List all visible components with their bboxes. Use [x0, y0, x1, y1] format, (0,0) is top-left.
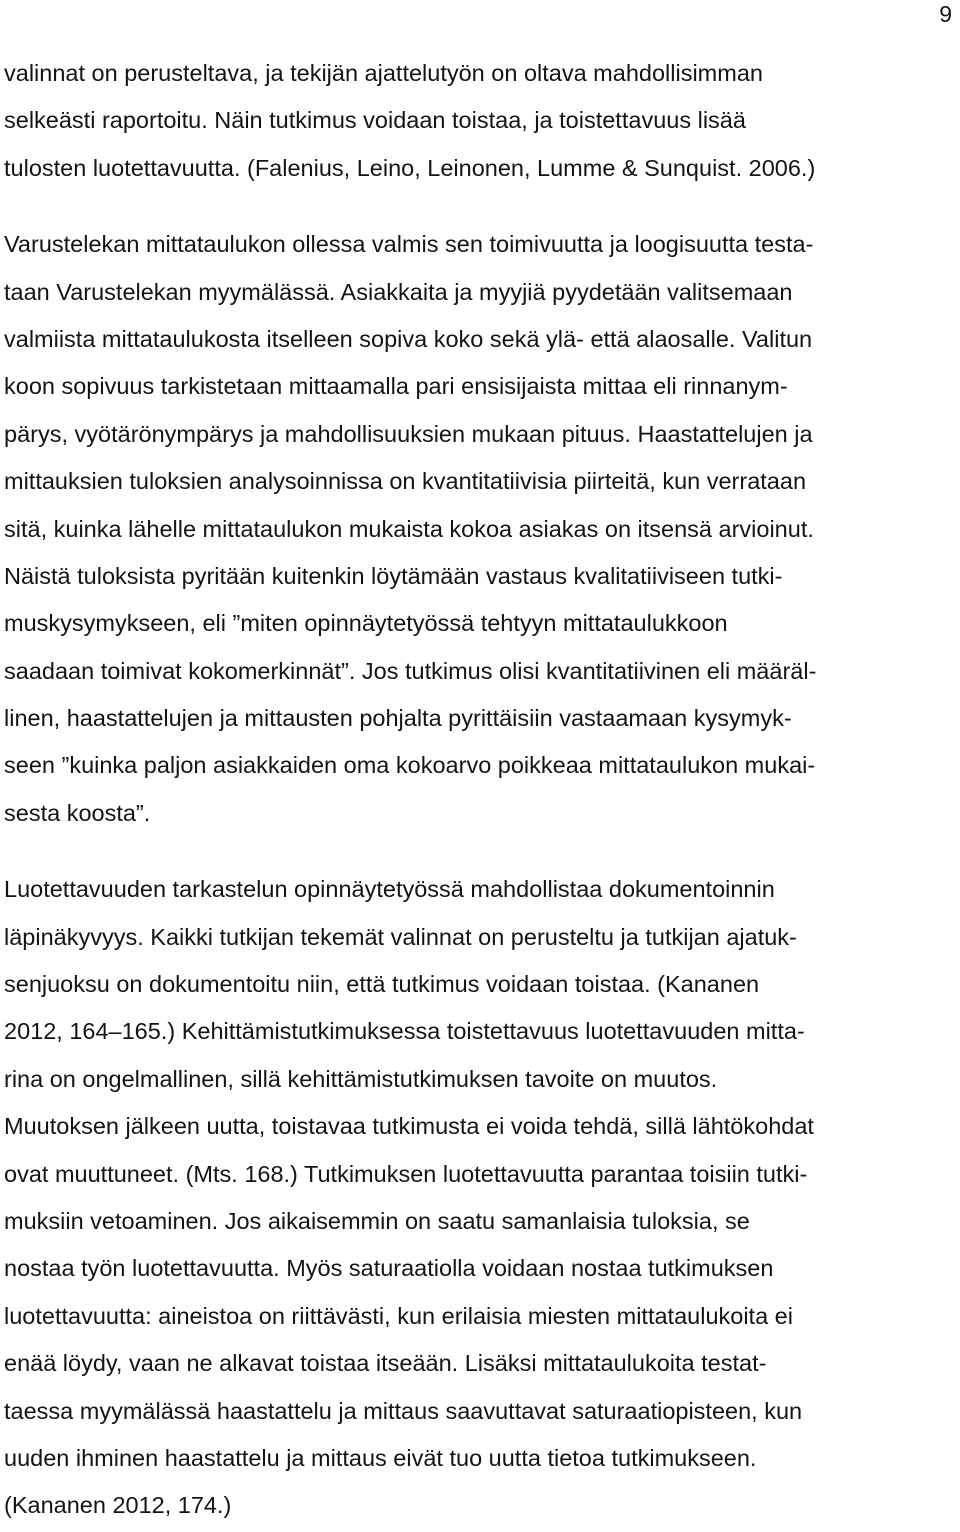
- text-line: sesta koosta”.: [4, 799, 151, 826]
- text-line: Näistä tuloksista pyritään kuitenkin löytämään vastaus kvalitatiiviseen tutki-: [4, 562, 783, 589]
- text-line: Luotettavuuden tarkastelun opinnäytetyössä mahdollistaa dokumentoinnin: [4, 876, 775, 903]
- text-line: senjuoksu on dokumentoitu niin, että tutkimus voidaan toistaa. (Kananen: [4, 971, 760, 998]
- page-number: 9: [939, 1, 952, 27]
- text-line: linen, haastattelujen ja mittausten pohjalta pyrittäisiin vastaamaan kysymyk-: [4, 705, 792, 732]
- text-line: Varustelekan mittataulukon ollessa valmis sen toimivuutta ja loogisuutta testa-: [4, 231, 814, 258]
- text-line: valinnat on perusteltava, ja tekijän ajattelutyön on oltava mahdollisimman: [4, 60, 763, 86]
- text-line: taessa myymälässä haastattelu ja mittaus saavuttavat saturaatiopisteen, kun: [4, 1397, 803, 1424]
- document-body: [4, 50, 954, 1530]
- text-line: uuden ihminen haastattelu ja mittaus eivät tuo uutta tietoa tutkimukseen.: [4, 1444, 757, 1471]
- text-line: nostaa työn luotettavuutta. Myös saturaatiolla voidaan nostaa tutkimuksen: [4, 1255, 774, 1282]
- text-line: muksiin vetoaminen. Jos aikaisemmin on saatu samanlaisia tuloksia, se: [4, 1207, 750, 1234]
- text-line: luotettavuutta: aineistoa on riittävästi, kun erilaisia miesten mittataulukoita ei: [4, 1302, 793, 1329]
- text-line: selkeästi raportoitu. Näin tutkimus voidaan toistaa, ja toistettavuus lisää: [4, 107, 746, 134]
- text-line: sitä, kuinka lähelle mittataulukon mukaista kokoa asiakas on itsensä arvioinut.: [4, 515, 814, 542]
- text-line: mittauksien tuloksien analysoinnissa on kvantitatiivisia piirteitä, kun verrataan: [4, 468, 807, 495]
- paragraph-gap: [4, 837, 954, 866]
- paragraph-2: [4, 221, 954, 837]
- text-line: valmiista mittataulukosta itselleen sopiva koko sekä ylä- että alaosalle. Valitun: [4, 325, 813, 352]
- text-line: läpinäkyvyys. Kaikki tutkijan tekemät valinnat on perusteltu ja tutkijan ajatuk-: [4, 923, 797, 950]
- text-line: koon sopivuus tarkistetaan mittaamalla pari ensisijaista mittaa eli rinnanym-: [4, 373, 788, 400]
- text-line: saadaan toimivat kokomerkinnät”. Jos tutkimus olisi kvantitatiivinen eli määräl-: [4, 657, 817, 684]
- paragraph-3: [4, 866, 954, 1529]
- text-line: enää löydy, vaan ne alkavat toistaa itseään. Lisäksi mittataulukoita testat-: [4, 1350, 767, 1377]
- text-line: ovat muuttuneet. (Mts. 168.) Tutkimuksen luotettavuutta parantaa toisiin tutki-: [4, 1160, 808, 1187]
- text-line: muskysymykseen, eli ”miten opinnäytetyössä tehtyyn mittataulukkoon: [4, 610, 728, 637]
- text-line: seen ”kuinka paljon asiakkaiden oma kokoarvo poikkeaa mittataulukon mukai-: [4, 752, 816, 779]
- text-line: Muutoksen jälkeen uutta, toistavaa tutkimusta ei voida tehdä, sillä lähtökohdat: [4, 1113, 814, 1140]
- paragraph-gap: [4, 192, 954, 221]
- paragraph-1: [4, 50, 954, 192]
- text-line: tulosten luotettavuutta. (Falenius, Leino, Leinonen, Lumme & Sunquist. 2006.): [4, 154, 816, 181]
- text-line: rina on ongelmallinen, sillä kehittämistutkimuksen tavoite on muutos.: [4, 1065, 718, 1092]
- text-line: 2012, 164–165.) Kehittämistutkimuksessa toistettavuus luotettavuuden mitta-: [4, 1018, 805, 1045]
- text-line: (Kananen 2012, 174.): [4, 1492, 232, 1519]
- text-line: pärys, vyötärönympärys ja mahdollisuuksien mukaan pituus. Haastattelujen ja: [4, 420, 813, 447]
- text-line: taan Varustelekan myymälässä. Asiakkaita ja myyjiä pyydetään valitsemaan: [4, 278, 793, 305]
